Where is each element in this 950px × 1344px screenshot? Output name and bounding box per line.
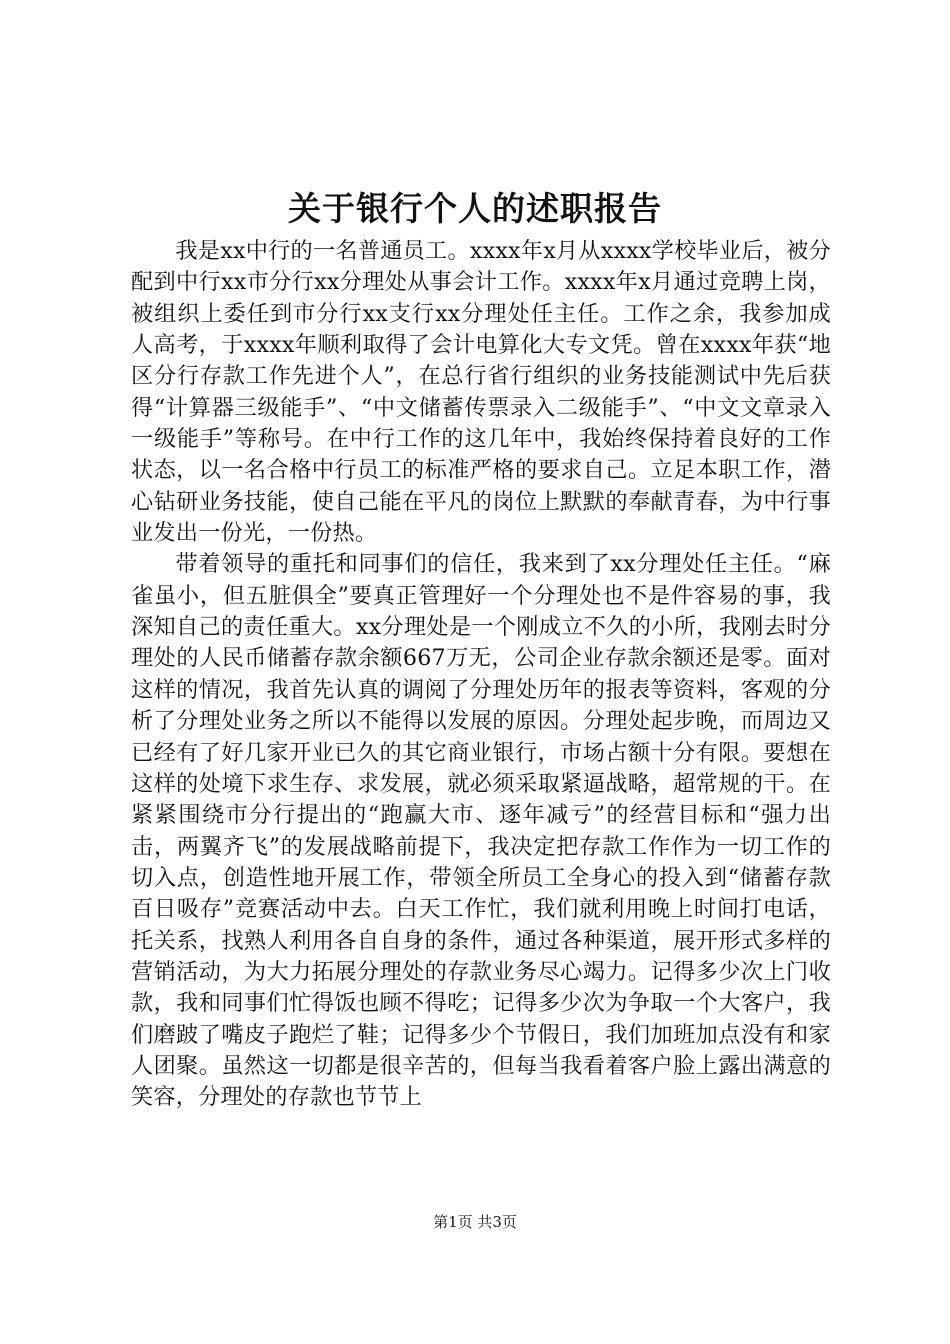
paragraph-2: 带着领导的重托和同事们的信任，我来到了xx分理处任主任。“麻雀虽小，但五脏俱全”要真正管理好一个分理处也不是件容易的事，我深知自己的责任重大。xx分理处是一个刚成立不久的小所，我刚去时分理处的人民币储蓄存款余额667万无，公司企业存款余额还是零。面对这样的情况，我首先认真的调阅了分理处历年的报表等资料，客观的分析了分理处业务之所以不能得以发展的原因。分理处起步晚，而周边又已经有了好几家开业已久的其它商业银行，市场占额十分有限。要想在这样的处境下求生存、求发展，就必须采取紧逼战略，超常规的干。在紧紧围绕市分行提出的“跑赢大市、逐年减亏”的经营目标和“强力出击，两翼齐飞”的发展战略前提下，我决定把存款工作作为一切工作的切入点，创造性地开展工作，带领全所员工全身心的投入到“储蓄存款百日吸存”竞赛活动中去。白天工作忙，我们就利用晚上时间打电话，托关系，找熟人利用各自自身的条件，通过各种渠道，展开形式多样的营销活动，为大力拓展分理处的存款业务尽心竭力。记得多少次上门收款，我和同事们忙得饭也顾不得吃；记得多少次为争取一个大客户，我们磨跛了嘴皮子跑烂了鞋；记得多少个节假日，我们加班加点没有和家人团聚。虽然这一切都是很辛苦的，但每当我看着客户脸上露出满意的笑容，分理处的存款也节节上 [131, 551, 831, 1111]
page-number: 第1页 共3页 [433, 1213, 517, 1231]
document-body [131, 236, 831, 1114]
document-title: 关于银行个人的述职报告 [288, 189, 662, 228]
paragraph-1: 我是xx中行的一名普通员工。xxxx年x月从xxxx学校毕业后，被分配到中行xx市分行xx分理处从事会计工作。xxxx年x月通过竞聘上岗，被组织上委任到市分行xx支行xx分理处任主任。工作之余，我参加成人高考，于xxxx年顺利取得了会计电算化大专文凭。曾在xxxx年获“地区分行存款工作先进个人”，在总行省行组织的业务技能测试中先后获得“计算器三级能手”、“中文储蓄传票录入二级能手”、“中文文章录入一级能手”等称号。在中行工作的这几年中，我始终保持着良好的工作状态，以一名合格中行员工的标准严格的要求自己。立足本职工作，潜心钻研业务技能，使自己能在平凡的岗位上默默的奉献青春，为中行事业发出一份光，一份热。 [131, 238, 831, 547]
